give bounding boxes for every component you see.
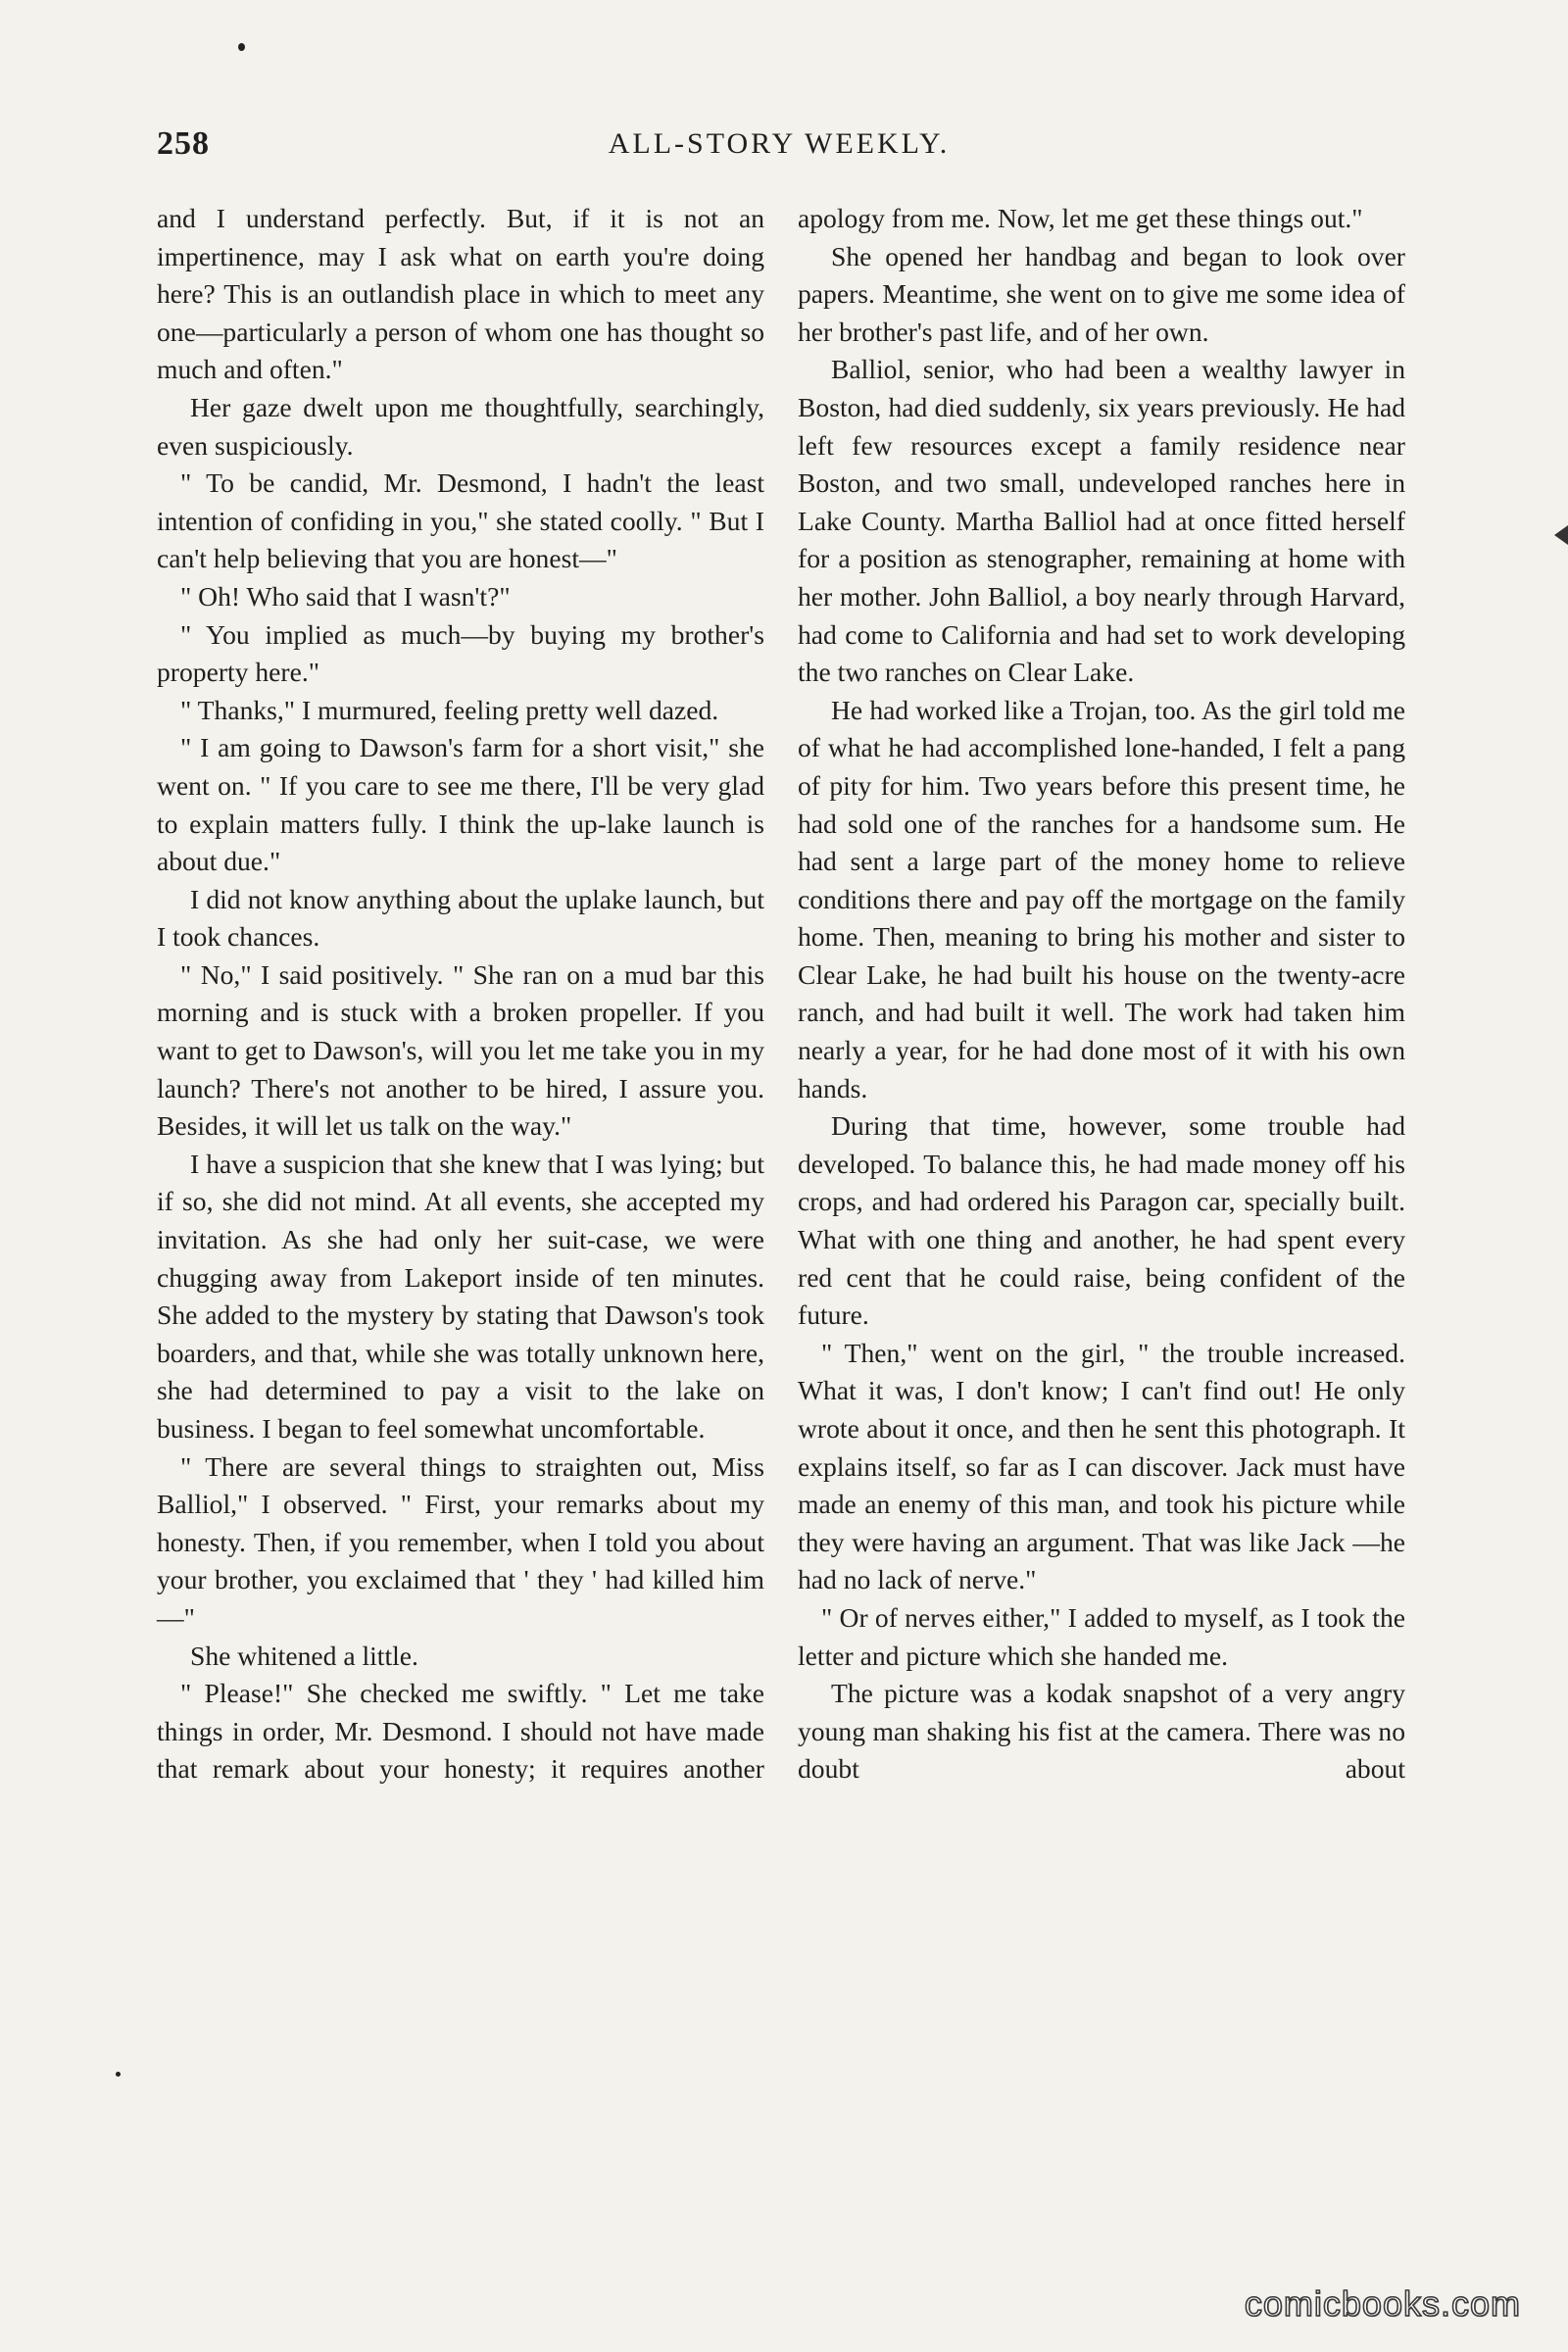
paragraph: and I understand perfectly. But, if it is not an impertinence, may I ask what on earth you're doing here? This is an outlandish place in which to meet any one—particularly a person of whom one has thought so much and often." xyxy=(157,203,764,385)
paragraph: " Oh! Who said that I wasn't?" xyxy=(180,580,511,612)
paragraph: She whitened a little. xyxy=(190,1640,418,1671)
paragraph: During that time, however, some trouble had developed. To balance this, he had made money off his crops, and had ordered his Paragon car, specially built. What with one thing and another, he had spent every red cent that he could raise, being confident of the future. xyxy=(798,1110,1405,1331)
paragraph: The picture was a kodak snapshot of a very angry young man shaking his fist at the camera. There was no doubt about xyxy=(798,1678,1405,1785)
paragraph: " There are several things to straighten out, Miss Balliol," I observed. " First, your remarks about my honesty. Then, if you remember, when I told you about your brother, you exclaimed that ' they ' had killed him—" xyxy=(157,1450,764,1633)
paragraph: " To be candid, Mr. Desmond, I hadn't the least intention of confiding in you," she stated coolly. " But I can't help believing that you are honest—" xyxy=(157,467,764,574)
paragraph: He had worked like a Trojan, too. As the girl told me of what he had accomplished lone-handed, I felt a pang of pity for him. Two years before this present time, he had sold one of the ranches for a handsome sum. He had sent a large part of the money home to relieve conditions there and pay off the mortgage on the family home. Then, meaning to bring his mother and sister to Clear Lake, he had built his house on the twenty-acre ranch, and had built it well. The work had taken him nearly a year, for he had done most of it with his own hands. xyxy=(798,694,1405,1103)
right-column xyxy=(798,200,1405,1788)
ink-dot xyxy=(116,2072,121,2077)
watermark: comicbooks.com xyxy=(1244,2283,1521,2324)
paragraph: apology from me. Now, let me get these things out." xyxy=(798,203,1363,233)
paragraph: " Or of nerves either," I added to myself, as I took the letter and picture which she handed me. xyxy=(798,1601,1405,1671)
paragraph: " Thanks," I murmured, feeling pretty well dazed. xyxy=(180,694,719,725)
ink-dot xyxy=(238,43,245,51)
paragraph: She opened her handbag and began to look over papers. Meantime, she went on to give me some idea of her brother's past life, and of her own. xyxy=(798,240,1405,347)
paragraph: I have a suspicion that she knew that I was lying; but if so, she did not mind. At all events, she accepted my invitation. As she had only her suit-case, we were chugging away from Lakeport inside of ten minutes. She added to the mystery by stating that Dawson's took boarders, and that, while she was totally unknown here, she had determined to pay a visit to the lake on business. I began to feel somewhat uncomfortable. xyxy=(157,1148,764,1444)
paragraph: Her gaze dwelt upon me thoughtfully, searchingly, even suspiciously. xyxy=(157,391,764,461)
paragraph: " I am going to Dawson's farm for a short visit," she went on. " If you care to see me there, I'll be very glad to explain matters fully. I think the up-lake launch is about due." xyxy=(157,732,764,877)
paragraph: I did not know anything about the uplake launch, but I took chances. xyxy=(157,883,764,953)
paragraph: " No," I said positively. " She ran on a mud bar this morning and is stuck with a broken propeller. If you want to get to Dawson's, will you let me take you in my launch? There's not another to be hired, I assure you. Besides, it will let us talk on the way." xyxy=(157,958,764,1142)
page-number: 258 xyxy=(157,125,210,162)
running-head: ALL-STORY WEEKLY. xyxy=(608,127,951,160)
left-column xyxy=(157,200,764,1788)
paragraph: Balliol, senior, who had been a wealthy lawyer in Boston, had died suddenly, six years previously. He had left few resources except a family residence near Boston, and two small, undeveloped ranches here in Lake County. Martha Balliol had at once fitted herself for a position as stenographer, remaining at home with her mother. John Balliol, a boy nearly through Harvard, had come to California and had set to work developing the two ranches on Clear Lake. xyxy=(798,354,1405,688)
margin-mark-icon xyxy=(1554,525,1568,545)
paragraph: " Please!" She checked me swiftly. " Let me take things in order, Mr. Desmond. I should not have made that remark about your honesty; it requires another xyxy=(157,1678,764,1785)
page-header xyxy=(157,125,1401,174)
paragraph: " Then," went on the girl, " the trouble increased. What it was, I don't know; I can't find out! He only wrote about it once, and then he sent this photograph. It explains itself, so far as I can discover. Jack must have made an enemy of this man, and took his picture while they were having an argument. That was like Jack —he had no lack of nerve." xyxy=(798,1337,1405,1595)
paragraph: " You implied as much—by buying my brother's property here." xyxy=(157,618,764,688)
